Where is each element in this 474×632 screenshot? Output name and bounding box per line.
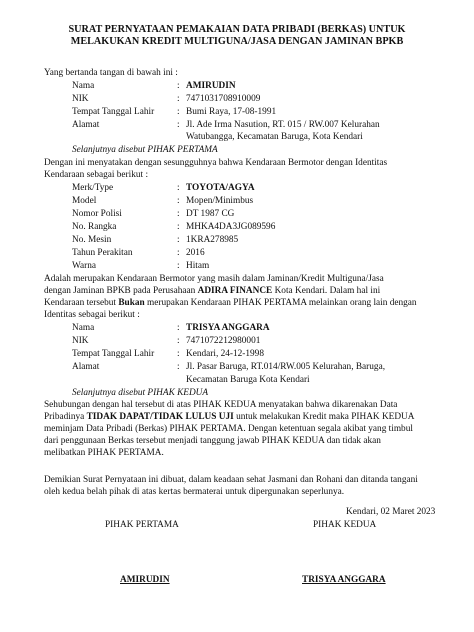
colon: : — [177, 222, 180, 232]
colon: : — [177, 94, 180, 104]
first-address-label: Alamat — [72, 120, 100, 130]
colon: : — [177, 120, 180, 130]
para3-line-4: dari penggunaan Berkas tersebut menjadi tanggung jawab PIHAK KEDUA dan tidak akan — [44, 436, 381, 446]
vehicle-value: 1KRA278985 — [186, 235, 239, 245]
signature-name-right: TRISYA ANGGARA — [302, 575, 386, 585]
vehicle-value: 2016 — [186, 248, 205, 258]
vehicle-label: No. Mesin — [72, 235, 112, 245]
signature-title-left: PIHAK PERTAMA — [105, 520, 179, 530]
second-name-value: TRISYA ANGGARA — [186, 323, 270, 333]
colon: : — [177, 81, 180, 91]
vehicle-label: Nomor Polisi — [72, 209, 122, 219]
failed-test-emphasis: TIDAK DAPAT/TIDAK LULUS UJI — [86, 412, 234, 422]
vehicle-label: Model — [72, 196, 97, 206]
para2-text: Kota Kendari. Dalam hal ini — [272, 286, 381, 296]
first-address-line-2: Watubangga, Kecamatan Baruga, Kota Kendari — [186, 132, 363, 142]
intro-text: Yang bertanda tangan di bawah ini : — [44, 68, 178, 78]
para2-line-1: Adalah merupakan Kendaraan Bermotor yang masih dalam Jaminan/Kredit Multiguna/Jasa — [44, 274, 384, 284]
colon: : — [177, 183, 180, 193]
vehicle-value: Hitam — [186, 261, 210, 271]
para3-line-5: melibatkan PIHAK PERTAMA. — [44, 448, 164, 458]
first-ttl-value: Bumi Raya, 17-08-1991 — [186, 107, 277, 117]
vehicle-label: Merk/Type — [72, 183, 114, 193]
colon: : — [177, 209, 180, 219]
para2-line-3 — [44, 297, 417, 309]
para4-line-2: oleh kedua belah pihak di atas kertas bermaterai untuk dipergunakan seperlunya. — [44, 487, 345, 497]
bukan-emphasis: Bukan — [118, 298, 145, 308]
finance-company-name: ADIRA FINANCE — [197, 286, 273, 296]
vehicle-intro-line-2: Kendaraan sebagai berikut : — [44, 170, 149, 180]
colon: : — [177, 323, 180, 333]
vehicle-intro-line-1: Dengan ini menyatakan dengan sesungguhnya bahwa Kendaraan Bermotor dengan Identitas — [44, 158, 388, 168]
para3-line-2 — [44, 411, 415, 423]
colon: : — [177, 362, 180, 372]
vehicle-label: Warna — [72, 261, 97, 271]
colon: : — [177, 248, 180, 258]
signature-name-left: AMIRUDIN — [120, 575, 170, 585]
document-title — [20, 24, 454, 48]
signature-title-right: PIHAK KEDUA — [313, 520, 377, 530]
place-date: Kendari, 02 Maret 2023 — [346, 507, 436, 517]
para2-line-4: Identitas sebagai berikut : — [44, 310, 140, 320]
first-ttl-label: Tempat Tanggal Lahir — [72, 107, 155, 117]
second-ttl-value: Kendari, 24-12-1998 — [186, 349, 264, 359]
para3-line-1: Sehubungan dengan hal tersebut di atas PIHAK KEDUA menyatakan bahwa dikarenakan Data — [44, 400, 398, 410]
second-address-label: Alamat — [72, 362, 100, 372]
vehicle-value: MHKA4DA3JG089596 — [186, 222, 276, 232]
vehicle-label: Tahun Perakitan — [72, 248, 133, 258]
para4-line-1: Demikian Surat Pernyataan ini dibuat, dalam keadaan sehat Jasmani dan Rohani dan ditanda tangani — [44, 475, 418, 485]
second-address-line-2: Kecamatan Baruga Kota Kendari — [186, 375, 310, 385]
para2-text: dengan Jaminan BPKB pada Perusahaan — [44, 286, 198, 296]
second-party-alias: Selanjutnya disebut PIHAK KEDUA — [72, 388, 209, 398]
colon: : — [177, 336, 180, 346]
vehicle-value: Mopen/Minimbus — [186, 196, 254, 206]
vehicle-label: No. Rangka — [72, 222, 117, 232]
colon: : — [177, 107, 180, 117]
first-nik-label: NIK — [72, 94, 89, 104]
para3-text: untuk melakukan Kredit maka PIHAK KEDUA — [233, 412, 415, 422]
first-nik-value: 7471031708910009 — [186, 94, 261, 104]
first-party-alias: Selanjutnya disebut PIHAK PERTAMA — [72, 145, 218, 155]
colon: : — [177, 349, 180, 359]
second-nik-value: 7471072212980001 — [186, 336, 261, 346]
colon: : — [177, 235, 180, 245]
first-name-value: AMIRUDIN — [186, 81, 236, 91]
para2-text: merupakan Kendaraan PIHAK PERTAMA melainkan orang lain dengan — [144, 298, 417, 308]
title-line-2: MELAKUKAN KREDIT MULTIGUNA/JASA DENGAN JAMINAN BPKB — [70, 36, 404, 47]
first-address-line-1: Jl. Ade Irma Nasution, RT. 015 / RW.007 Kelurahan — [186, 120, 380, 130]
vehicle-value: TOYOTA/AGYA — [186, 183, 255, 193]
second-name-label: Nama — [72, 323, 95, 333]
first-name-label: Nama — [72, 81, 95, 91]
second-address-line-1: Jl. Pasar Baruga, RT.014/RW.005 Kelurahan, Baruga, — [186, 362, 386, 372]
second-ttl-label: Tempat Tanggal Lahir — [72, 349, 155, 359]
para2-text: Kendaraan tersebut — [44, 298, 119, 308]
colon: : — [177, 196, 180, 206]
para3-line-3: meminjam Data Pribadi (Berkas) PIHAK PERTAMA. Dengan ketentuan segala akibat yang timbul — [44, 424, 413, 434]
second-nik-label: NIK — [72, 336, 89, 346]
para3-text: Pribadinya — [44, 412, 87, 422]
vehicle-value: DT 1987 CG — [186, 209, 235, 219]
title-line-1: SURAT PERNYATAAN PEMAKAIAN DATA PRIBADI (BERKAS) UNTUK — [68, 24, 406, 35]
para2-line-2 — [44, 285, 380, 297]
colon: : — [177, 261, 180, 271]
